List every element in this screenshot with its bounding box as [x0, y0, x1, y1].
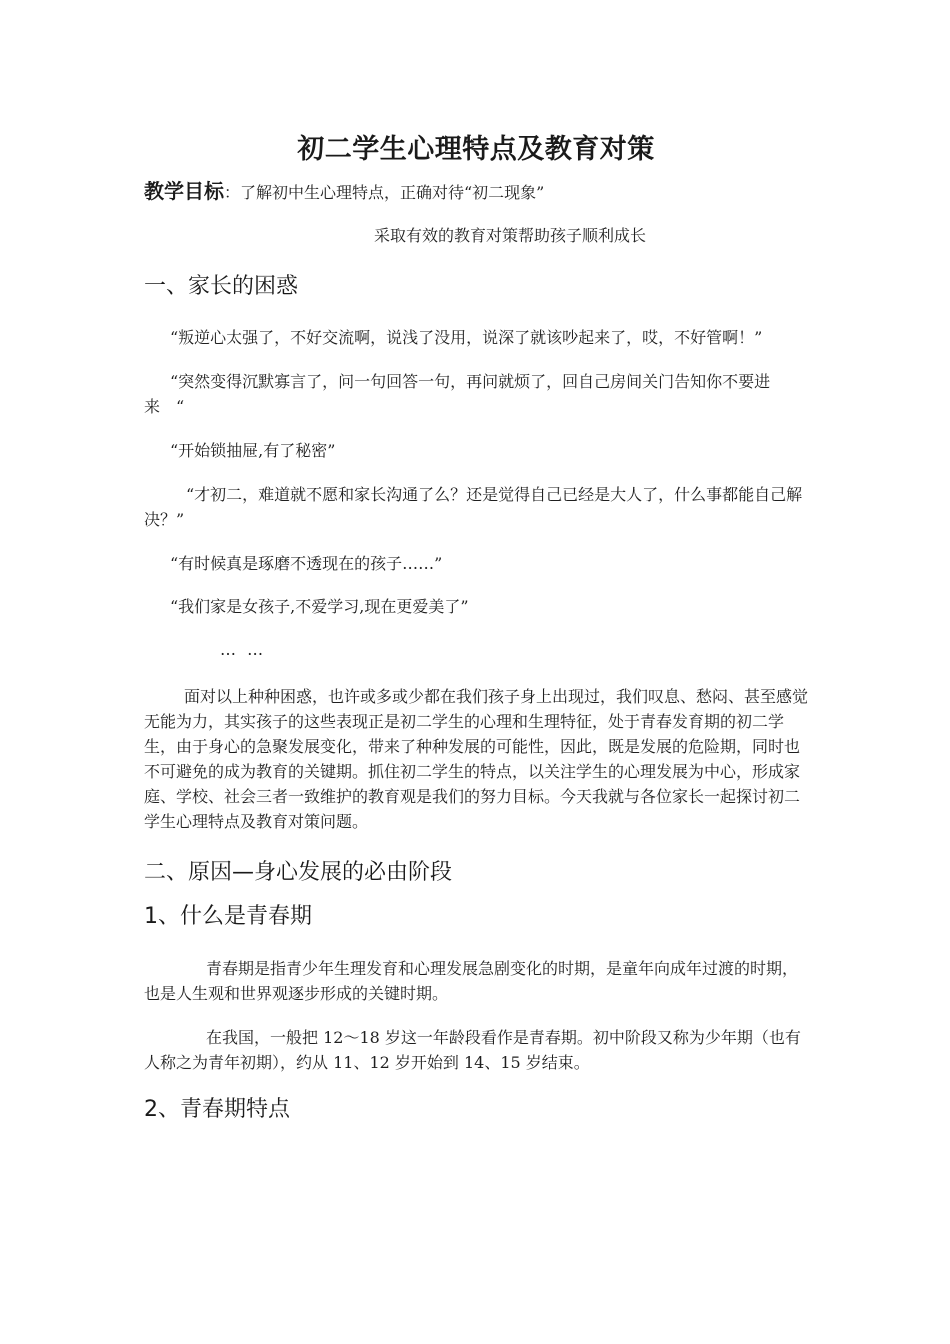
teaching-goal-label: 教学目标: [144, 179, 224, 203]
parent-quote: “叛逆心太强了，不好交流啊，说浅了没用，说深了就该吵起来了，哎，不好管啊！”: [170, 328, 763, 347]
document-title: 初二学生心理特点及教育对策: [297, 134, 655, 165]
teaching-goal: [144, 174, 808, 208]
adolescence-age-paragraph: 在我国，一般把 12～18 岁这一年龄段看作是青春期。初中阶段又称为少年期（也有人称之为青年初期），约从 11、12 岁开始到 14、15 岁结束。: [144, 1028, 801, 1072]
teaching-goal-continuation: 采取有效的教育对策帮助孩子顺利成长: [374, 226, 647, 245]
parent-quote: “有时候真是琢磨不透现在的孩子……”: [170, 554, 443, 573]
section-heading-causes: 二、原因—身心发展的必由阶段: [144, 860, 453, 885]
section1-paragraph: 面对以上种种困惑，也许或多或少都在我们孩子身上出现过，我们叹息、愁闷、甚至感觉无能为力，其实孩子的这些表现正是初二学生的心理和生理特征，处于青春发育期的初二学生，由于身心的急聚发展变化，带来了种种发展的可能性，因此，既是发展的危险期，同时也不可避免的成为教育的关键期。抓住初二学生的特点，以关注学生的心理发展为中心，形成家庭、学校、社会三者一致维护的教育观是我们的努力目标。今天我就与各位家长一起探讨初二学生心理特点及教育对策问题。: [144, 687, 809, 831]
subsection-heading-adolescence-features: 2、青春期特点: [144, 1097, 290, 1122]
teaching-goal-text: ：了解初中生心理特点，正确对待“初二现象”: [224, 183, 545, 202]
document-content: [144, 128, 808, 1127]
adolescence-definition-paragraph: 青春期是指青少年生理发育和心理发展急剧变化的时期，是童年向成年过渡的时期，也是人生观和世界观逐步形成的关键时期。: [144, 959, 799, 1003]
quote-ellipsis: … …: [220, 640, 267, 659]
parent-quote: “才初二，难道就不愿和家长沟通了么？还是觉得自己已经是大人了，什么事都能自己解决？”: [144, 485, 803, 529]
parent-quote: “突然变得沉默寡言了，问一句回答一句，再问就烦了，回自己房间关门告知你不要进来 “: [144, 372, 771, 416]
subsection-heading-adolescence: 1、什么是青春期: [144, 904, 312, 929]
parent-quote: “开始锁抽屉,有了秘密”: [170, 441, 336, 460]
section-heading-parents-confusion: 一、家长的困惑: [144, 274, 299, 299]
parent-quote: “我们家是女孩子,不爱学习,现在更爱美了”: [170, 597, 469, 616]
